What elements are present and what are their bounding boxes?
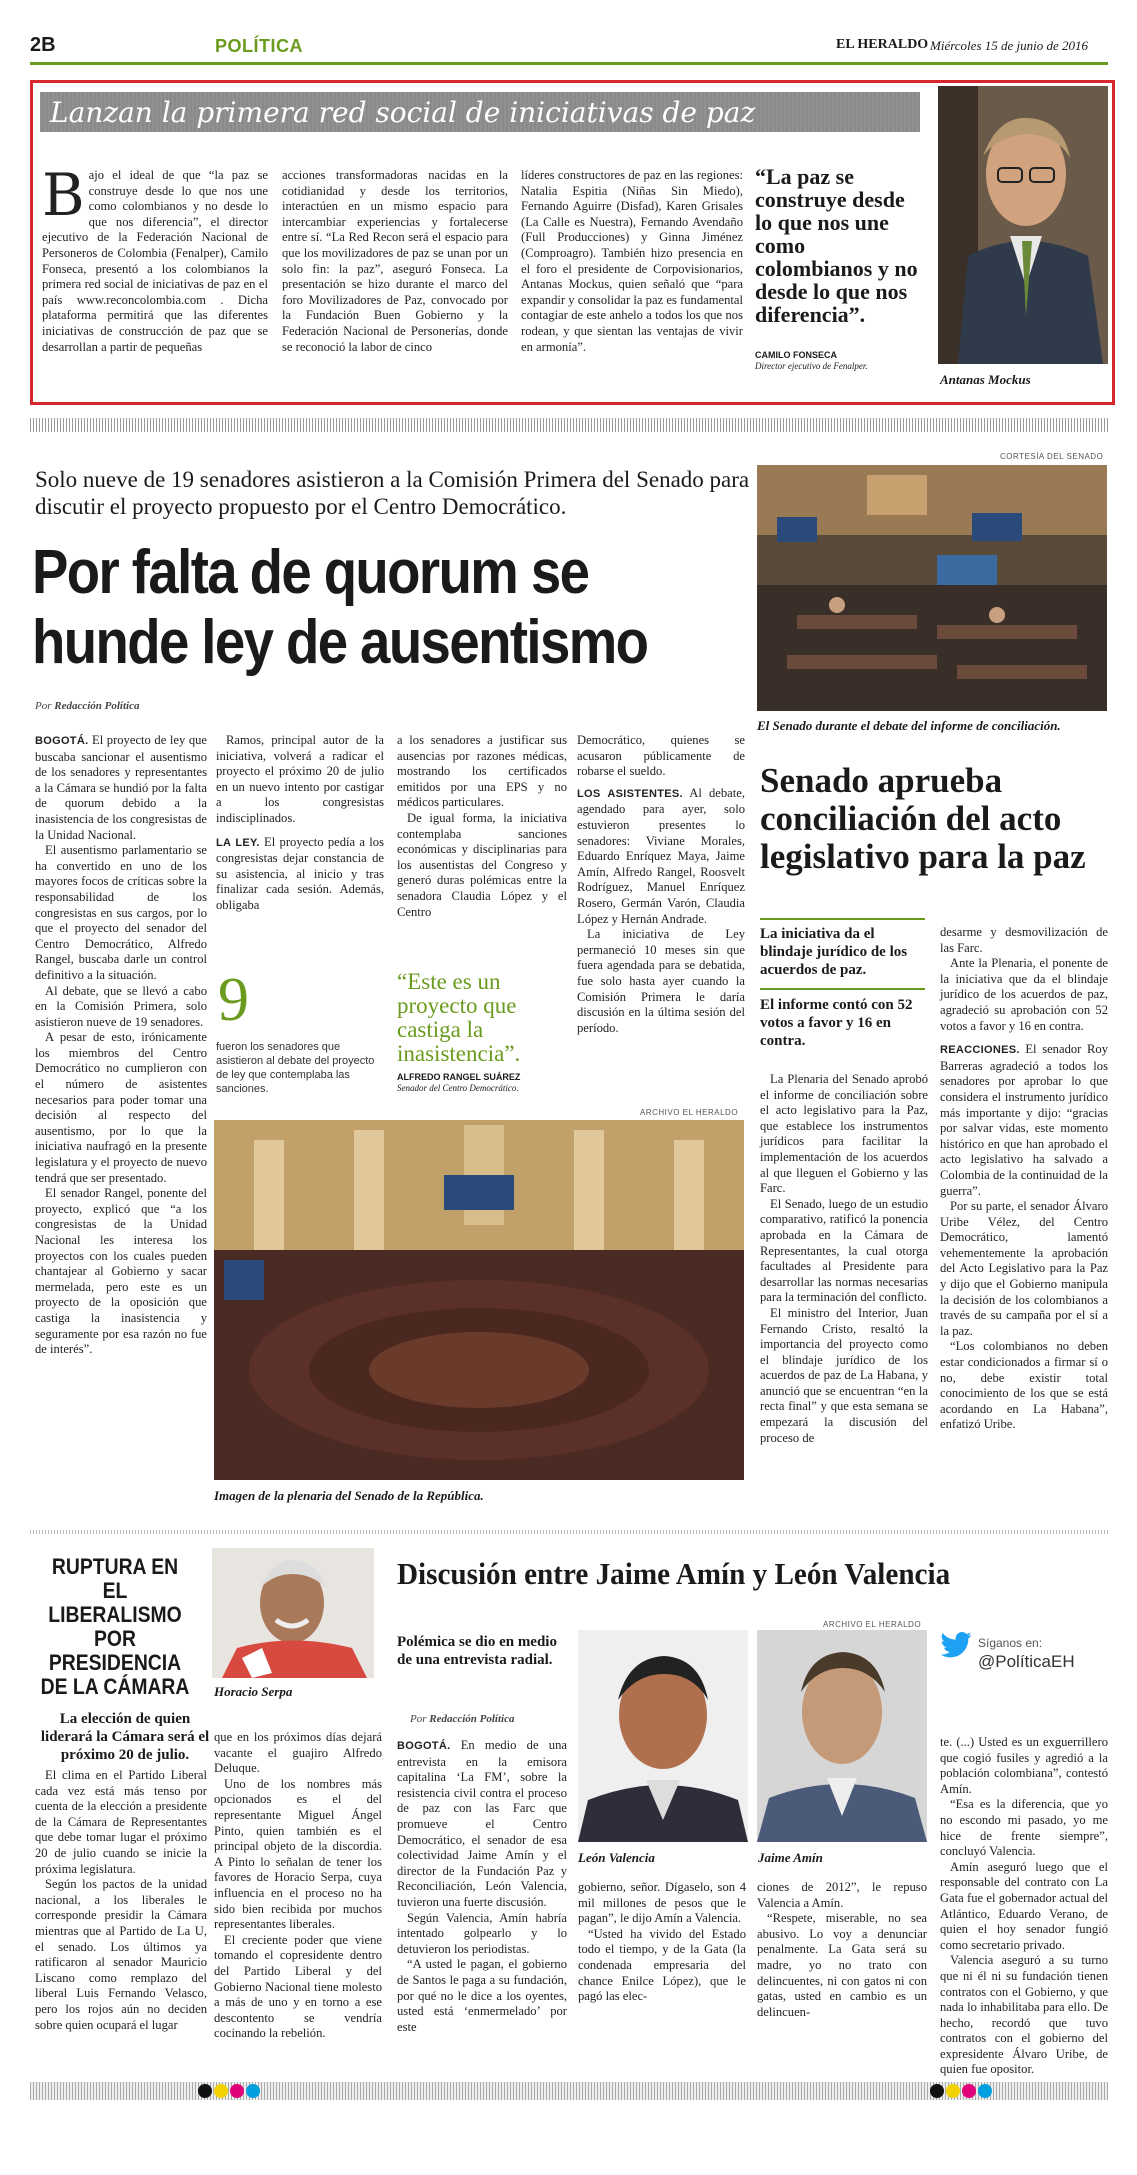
- debate-headline: Discusión entre Jaime Amín y León Valencia: [397, 1556, 951, 1591]
- debate-col4-p3: Amín aseguró luego que el responsable del contrato con La Gata fue el gobernador actual del Atlántico, Eduardo Verano, de quien el hoy senador fungió como secretario privado.: [940, 1859, 1108, 1952]
- liberalism-col1-p2: Según los pactos de la unidad nacional, a los liberales le corresponde presidir la Cámara mientras que al Partido de La U, el senado. Los últimos ya ratificaron al senador Mauricio Liscano como remplazo del liberal Luis Fernando Velasco, pero los rojos aún no deciden sobre quien ocupará el lugar: [35, 1877, 207, 2032]
- main-column-1: [35, 733, 207, 1358]
- page-number: 2B: [30, 34, 56, 56]
- main-byline: Por Redacción Política: [35, 700, 140, 712]
- valencia-photo: [578, 1630, 748, 1842]
- side-col2-p2: Ante la Plenaria, el ponente de la iniciativa que da el blindaje jurídico de los acuerdos de paz, agradeció su aprobación con 52 votos a favor y 16 en contra.: [940, 956, 1108, 1033]
- side-summary-1: La iniciativa da el blindaje jurídico de los acuerdos de paz.: [760, 926, 908, 978]
- liberalism-col2-p2: Uno de los nombres más opcionados es el del representante Miguel Ángel Pinto, quien también es el principal objeto de la discordia. A Pinto lo señalan de tener los favores de Horacio Serpa, cuya influencia en el proceso no ha sido bien recibida por muchos representantes liberales.: [214, 1776, 382, 1932]
- debate-col4-p1: te. (...) Usted es un exguerrillero que cogió fusiles y agredió a la población colombiana”, contestó Amín.: [940, 1735, 1108, 1796]
- main-col4-p1: Democrático, quienes se acusaron públicamente de robarse el sueldo.: [577, 733, 745, 779]
- main-col2-p1: Ramos, principal autor de la iniciativa, volverá a radicar el proyecto el próximo 20 de julio en un nuevo intento por castigar a los congresistas indisciplinados.: [216, 733, 384, 825]
- liberalism-headline: RUPTURA EN EL LIBERALISMO POR PRESIDENCIA DE LA CÁMARA: [40, 1554, 190, 1699]
- mockus-caption: Antanas Mockus: [940, 372, 1031, 387]
- side-summary-rule-1: [760, 918, 925, 920]
- liberalism-col1-p1: El clima en el Partido Liberal cada vez está más tenso por cuenta de la elección a presidente de la Cámara de Representantes que debe tomar lugar el próximo 20 de julio cuando se inicie la próxima legislatura.: [35, 1768, 207, 1876]
- debate-col2-p1: gobierno, señor. Dígaselo, son 4 mil millones de pesos que le pagan”, le dijo Amín a Valencia.: [578, 1880, 746, 1926]
- side-summary-2: El informe contó con 52 votos a favor y 16 en contra.: [760, 997, 913, 1049]
- registration-dot-yellow: [214, 2084, 228, 2098]
- debate-col1-p3: “A usted le pagan, el gobierno de Santos le paga a su fundación, por qué no le dice a los oyentes, usted está ‘enmermelado’ por este: [397, 1957, 567, 2034]
- photo-credit-debate: ARCHIVO EL HERALDO: [823, 1620, 922, 1629]
- main-col3-p2: De igual forma, la iniciativa contemplaba sanciones económicas y disciplinarias para los ausentistas del Congreso y generó duras polémicas entre la senadora Claudia López y el Centro: [397, 810, 567, 919]
- main-col3-p1: a los senadores a justificar sus ausencias por razones médicas, mostrando los certificados emitidos por una EPS y no médicos particulares.: [397, 733, 567, 810]
- box-column-2: [282, 168, 508, 355]
- main-col2-p2: LA LEY. El proyecto pedía a los congresistas dejar constancia de su asistencia, al inicio y tras finalizar cada sesión. Además, obligaba: [216, 834, 384, 912]
- twitter-bird-icon[interactable]: [940, 1632, 972, 1663]
- main-col1-p1: BOGOTÁ. El proyecto de ley que buscaba sancionar el ausentismo de los senadores y representantes a la Cámara se hundió por la falta de quorum debido a la inasistencia de los congresistas de la Unidad Nacional.: [35, 733, 207, 842]
- registration-dot-cyan-2: [978, 2084, 992, 2098]
- main-col4-p2: LOS ASISTENTES. Al debate, agendado para ayer, solo estuvieron presentes lo senadores: Viviane Morales, Eduardo Enríquez Maya, Jaime Amín, Alfredo Rangel, Roosvelt Rodríguez, Manuel Enríquez Rosero, Germán Varón, Claudia López y Hernán Andrade.: [577, 785, 745, 926]
- registration-dot-cyan: [246, 2084, 260, 2098]
- side-col2-p1: desarme y desmovilización de las Farc.: [940, 925, 1108, 955]
- registration-dot-yellow-2: [946, 2084, 960, 2098]
- main-pull-quote: “Este es un proyecto que castiga la inasistencia”.: [397, 969, 521, 1066]
- debate-col2-p2: “Usted ha vivido del Estado todo el tiempo, y de la Gata (la condenada empresaria del chance Enilce López), que le pagó las elec-: [578, 1926, 746, 2004]
- side-column-2: [940, 925, 1108, 1433]
- mockus-photo: [938, 86, 1108, 364]
- main-col1-p4: A pesar de esto, irónicamente los miembros del Centro Democrático no cumplieron con el número de asistentes necesarios para poder tomar una decisión al respecto del ausentismo, por lo que la iniciativa naufragó en la presente legislatura y el proyecto de nuevo tendrá que ser presentado.: [35, 1030, 207, 1185]
- debate-col3-p1: ciones de 2012”, le repuso Valencia a Amín.: [757, 1880, 927, 1910]
- debate-col1-p2: Según Valencia, Amín habría intentado golpearlo y lo detuvieron los periodistas.: [397, 1910, 567, 1956]
- debate-col1-p1: BOGOTÁ. En medio de una entrevista en la emisora capitalina ‘La FM’, sobre la resistencia civil contra el proceso de paz con las Farc que promueve el Centro Democrático, el senador de esa colectividad Jaime Amín y el director de la Fundación Paz y Reconciliación, León Valencia, tuvieron una fuerte discusión.: [397, 1738, 567, 1909]
- side-col2-p3: REACCIONES. El senador Roy Barreras agradeció a todos los senadores por aprobar lo que considera el instrumento jurídico más importante y dijo: “gracias por salvar vidas, este momento histórico en que han aprobado el acto legislativo ha salvado a Colombia de la continuidad de la guerra”.: [940, 1042, 1108, 1198]
- valencia-caption: León Valencia: [578, 1850, 655, 1865]
- plenary-photo: [214, 1120, 744, 1480]
- photo-credit-senate: CORTESÍA DEL SENADO: [1000, 452, 1104, 461]
- side-col2-p4: Por su parte, el senador Álvaro Uribe Vélez, del Centro Democrático, lamentó vehementemente la aprobación del Acto Legislativo para la Paz y dijo que el Gobierno manipula la decisión de los colombianos a través de su campaña por el sí a la paz.: [940, 1199, 1108, 1338]
- side-col1-p2: El Senado, luego de un estudio comparativo, ratificó la ponencia aprobada en la Cámara de Representantes, la cual otorga facultades al Presidente para desarrollar las normas necesarias para la terminación del conflicto.: [760, 1196, 928, 1305]
- registration-dot-black: [198, 2084, 212, 2098]
- side-column-1: [760, 1072, 928, 1446]
- registration-dot-magenta: [230, 2084, 244, 2098]
- debate-column-4: [940, 1735, 1108, 2078]
- section-name: POLÍTICA: [215, 36, 303, 56]
- liberalism-column-2: [214, 1730, 382, 2042]
- box-column-3: [521, 168, 743, 355]
- amin-photo: [757, 1630, 927, 1842]
- main-headline: Por falta de quorum se hunde ley de ausentismo: [32, 538, 648, 677]
- main-col1-p5: El senador Rangel, ponente del proyecto, explicó que “a los congresistas de la Unidad Nacional les interesa los proyectos con los cuales pueden chantajear al Gobierno y sacar mermelada, pero este es un proyecto de la oposición que castiga la inasistencia y seguramente por esa razón no fue de interés”.: [35, 1186, 207, 1357]
- twitter-handle[interactable]: @PolíticaEH: [978, 1652, 1075, 1671]
- liberalism-col2-p3: El creciente poder que viene tomando el copresidente dentro del Partido Liberal y del Gobierno Nacional tiene molesto a más de uno y en torno a ese descontento se vendría cocinando la rebelión.: [214, 1932, 382, 2041]
- debate-col4-p4: Valencia aseguró a su turno que ni él ni su fundación tienen contratos con el Gobierno, y que nada lo inhabilitaba para ello. De hecho, recordó que tuvo contratos con el gobierno del expresidente Álvaro Uribe, de quien fue opositor.: [940, 1953, 1108, 2077]
- side-headline: Senado aprueba conciliación del acto legislativo para la paz: [760, 761, 1086, 876]
- box-pull-quote: “La paz se construye desde lo que nos une como colombianos y no desde lo que nos diferencia”.: [755, 164, 918, 327]
- senate-photo: [757, 465, 1107, 711]
- newspaper-name: EL HERALDO: [836, 37, 929, 52]
- box-column-1: [42, 161, 268, 355]
- liberalism-subtitle: La elección de quien liderará la Cámara será el próximo 20 de julio.: [40, 1711, 210, 1763]
- box-quote-name: CAMILO FONSECA: [755, 350, 837, 360]
- main-col1-p3: Al debate, que se llevó a cabo en la Comisión Primera, solo asistieron nueve de 19 senadores.: [35, 983, 207, 1029]
- serpa-photo: [212, 1548, 374, 1678]
- main-column-4: [577, 733, 745, 1036]
- debate-col3-p2: “Respete, miserable, no sea abusivo. Lo voy a denunciar penalmente. La Gata será su madre, yo no trato con delincuentes, ni con gatos ni con gatas, usted en cambio es un delincuen-: [757, 1911, 927, 2019]
- twitter-follow-label: Síganos en:: [978, 1636, 1043, 1650]
- photo-credit-plenary: ARCHIVO EL HERALDO: [640, 1108, 739, 1117]
- debate-column-1: [397, 1738, 567, 2035]
- registration-dot-magenta-2: [962, 2084, 976, 2098]
- debate-col4-p2: “Esa es la diferencia, que yo no escondo mi pasado, yo me hice de frente siempre”, concluyó Valencia.: [940, 1797, 1108, 1859]
- main-col1-p2: El ausentismo parlamentario se ha convertido en uno de los mayores focos de críticas sobre la responsabilidad de los congresistas en sus cargos, por lo que el proyecto del senador del Centro Democrático, Alfredo Rangel, buscaba darle un control definitivo a la situación.: [35, 843, 207, 982]
- liberalism-column-1: [35, 1768, 207, 2033]
- serpa-caption: Horacio Serpa: [214, 1684, 293, 1699]
- liberalism-col2-p1: que en los próximos días dejará vacante el guajiro Alfredo Deluque.: [214, 1730, 382, 1776]
- main-quote-role: Senador del Centro Democrático.: [397, 1083, 519, 1093]
- side-col2-p5: “Los colombianos no deben estar condicionados a firmar sí o no, debe existir total conocimiento de los que se está acordando en La Habana”, enfatizó Uribe.: [940, 1339, 1108, 1432]
- debate-subtitle: Polémica se dio en medio de una entrevista radial.: [397, 1634, 557, 1668]
- box-col3-text: líderes constructores de paz en las regiones: Natalia Espitia (Niñas Sin Miedo), Fernando Aguirre (Disfad), Karen Grisales (La Calle es Nuestra), Fernando Avendaño (Full Producciones) y Ginna Jiménez (Comproagro). También hizo presencia en el foro el presidente de Corpovisionarios, Antanas Mockus, quien señaló que “para expandir y consolidar la paz es fundamental contagiar de este anhelo a todos los que nos rodean, y que sientan las ventajas de vivir en armonía”.: [521, 168, 743, 354]
- stat-number: 9: [218, 966, 249, 1034]
- box-quote-role: Director ejecutivo de Fenalper.: [755, 361, 868, 371]
- debate-byline: Por Redacción Política: [410, 1713, 515, 1725]
- box-story-title: Lanzan la primera red social de iniciativas de paz: [50, 96, 756, 129]
- main-col4-p3: La iniciativa de Ley permaneció 10 meses sin que fuera agendada para se debatida, fue solo hasta ayer cuando la Comisión Primera le daría discusión en la última sesión del período.: [577, 927, 745, 1035]
- registration-dot-black-2: [930, 2084, 944, 2098]
- lower-separator: [30, 1530, 1108, 1534]
- main-column-2: [216, 733, 384, 914]
- side-summary-rule-2: [760, 988, 925, 990]
- section-separator: [30, 418, 1108, 432]
- drop-cap: B: [42, 161, 85, 229]
- plenary-photo-caption: Imagen de la plenaria del Senado de la República.: [214, 1488, 484, 1503]
- main-quote-name: ALFREDO RANGEL SUÁREZ: [397, 1072, 521, 1082]
- main-column-3: [397, 733, 567, 920]
- box-col1-text: ajo el ideal de que “la paz se construye desde lo que nos une como colombianos y no desde lo que nos diferencia”, el director ejecutivo de la Federación Nacional de Personeros de Colombia (Fenalper), Camilo Fonseca, presentó a los colombianos la primera red social de iniciativas de paz en el país www.reconcolombia.com . Dicha plataforma permitirá que las diferentes iniciativas de construcción de paz que se desarrollan a partir de pequeñas: [42, 168, 268, 354]
- debate-column-2: [578, 1880, 746, 2005]
- amin-caption: Jaime Amín: [758, 1850, 823, 1865]
- stat-text: fueron los senadores que asistieron al debate del proyecto de ley que contemplaba las sanciones.: [216, 1041, 375, 1095]
- main-kicker: Solo nueve de 19 senadores asistieron a la Comisión Primera del Senado para discutir el proyecto propuesto por el Centro Democrático.: [35, 467, 750, 519]
- issue-date: Miércoles 15 de junio de 2016: [930, 38, 1089, 53]
- box-col2-text: acciones transformadoras nacidas en la cotidianidad y desde los territorios, interactúen en un mismo espacio para intercambiar experiencias y fortalecerse entre sí. “La Red Recon será el espacio para que los movilizadores de paz se unan por un solo fin: la paz”, aseguró Fonseca. La presentación se hizo durante el marco del foro Movilizadores de Paz, convocado por la Fundación Buen Gobierno y la Federación Nacional de Personerías, donde se reconoció la labor de cinco: [282, 168, 508, 354]
- debate-column-3: [757, 1880, 927, 2020]
- side-col1-p3: El ministro del Interior, Juan Fernando Cristo, resaltó la importancia del proyecto como el blindaje jurídico de los acuerdos de paz de La Habana, y anunció que se encuentran “en la recta final” y que esta semana se empezará la discusión del proceso de: [760, 1305, 928, 1445]
- senate-photo-caption: El Senado durante el debate del informe de conciliación.: [757, 718, 1061, 733]
- side-col1-p1: La Plenaria del Senado aprobó el informe de conciliación sobre el acto legislativo para la Paz, que establece los instrumentos jurídicos para facilitar la implementación de los acuerdos al que lleguen el Gobierno y las Farc.: [760, 1072, 928, 1196]
- header-rule: [30, 62, 1108, 65]
